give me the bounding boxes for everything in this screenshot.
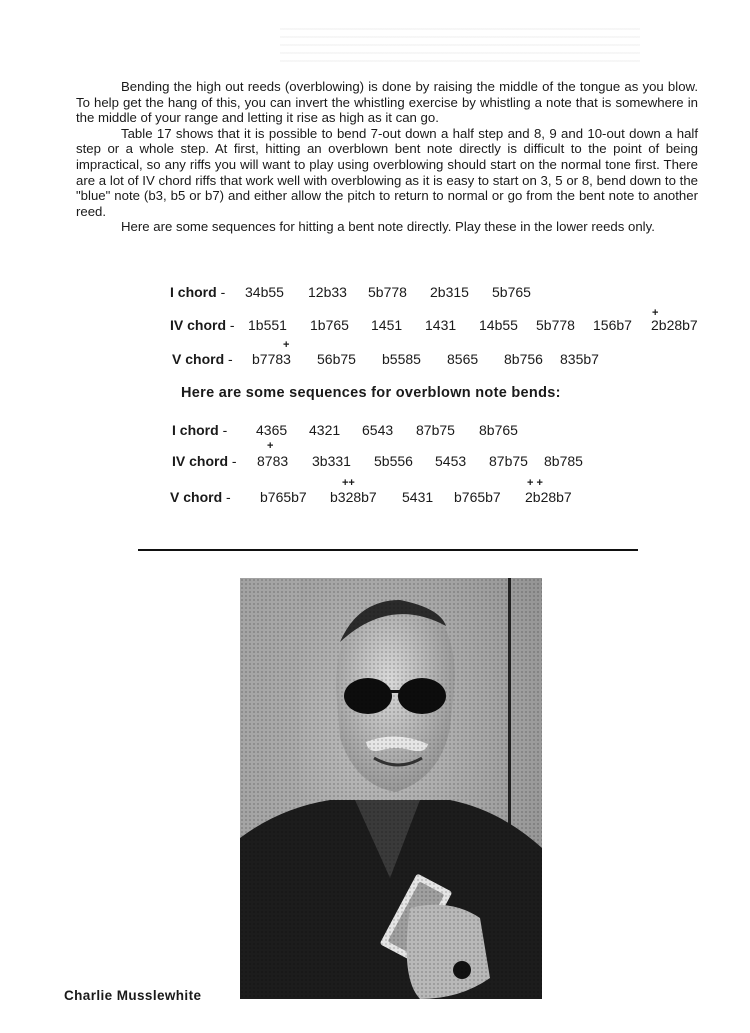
sequence: b765b7 xyxy=(454,489,501,505)
sequence: 6543 xyxy=(362,422,394,438)
overblow-mark: + xyxy=(267,440,274,452)
sequence: 5b765 xyxy=(492,284,531,300)
sequence: 34b55 xyxy=(245,284,284,300)
paragraph-overblowing: Bending the high out reeds (overblowing) is done by raising the middle of the tongue as you blow. To help get the hang of this, you can invert the whistling exercise by whistling a note that is somewhere in the middle of your range and letting it rise as high as it can go. xyxy=(76,79,698,126)
sequence: b5585 xyxy=(382,351,421,367)
overblow-mark: + xyxy=(283,339,290,351)
overblow-mark: ++ xyxy=(342,477,355,489)
chord-label: V chord xyxy=(172,351,225,367)
chord-dash: - xyxy=(226,489,231,505)
chord-label: IV chord xyxy=(170,317,227,333)
sequence: 1431 xyxy=(425,317,457,333)
chord-label: I chord xyxy=(170,284,217,300)
sequence: b7783 xyxy=(252,351,291,367)
bleed-through-text xyxy=(280,28,640,68)
horizontal-rule xyxy=(138,549,638,551)
sequence: 4365 xyxy=(256,422,288,438)
sequence: 2b28b7 xyxy=(525,489,572,505)
sequence: 1b765 xyxy=(310,317,349,333)
photo-caption: Charlie Musslewhite xyxy=(64,988,202,1003)
sequence: 8b765 xyxy=(479,422,518,438)
overblown-heading: Here are some sequences for overblown note bends: xyxy=(181,385,561,401)
sequence: 5431 xyxy=(402,489,434,505)
sequence: 1b551 xyxy=(248,317,287,333)
chord-dash: - xyxy=(222,422,228,438)
sequence: 5b778 xyxy=(536,317,575,333)
sequence: 12b33 xyxy=(308,284,347,300)
sequence: 2b28b7 xyxy=(651,317,698,333)
body-text xyxy=(76,79,698,235)
chord-dash: - xyxy=(220,284,226,300)
chord-dash: - xyxy=(229,317,235,333)
portrait-photo xyxy=(240,578,542,999)
chord-dash: - xyxy=(228,351,233,367)
sequence: 5b778 xyxy=(368,284,407,300)
sequence: 2b315 xyxy=(430,284,469,300)
sequence: 87b75 xyxy=(489,453,528,469)
overblow-mark: + xyxy=(652,307,659,319)
sequence: 835b7 xyxy=(560,351,599,367)
sequence: b328b7 xyxy=(330,489,377,505)
sequence: 156b7 xyxy=(593,317,632,333)
paragraph-sequences-intro: Here are some sequences for hitting a bent note directly. Play these in the lower reeds only. xyxy=(121,219,655,235)
paragraph-table-17: Table 17 shows that it is possible to bend 7-out down a half step and 8, 9 and 10-out down a half step or a whole step. At first, hitting an overblown bent note directly is difficult to the point of being impractical, so any riffs you will want to play using overblowing should start on the normal tone first. There are a lot of IV chord riffs that work well with overblowing as it is easy to start on 3, 5 or 8, bend down to the "blue" note (b3, b5 or b7) and either allow the pitch to return to normal or go from the bent note to another reed. xyxy=(76,125,698,219)
sequence: 3b331 xyxy=(312,453,351,469)
sequence: 1451 xyxy=(371,317,403,333)
sequence: 14b55 xyxy=(479,317,518,333)
overblow-mark: + + xyxy=(527,477,543,489)
sequence: 8b756 xyxy=(504,351,543,367)
sequence: 5453 xyxy=(435,453,467,469)
sequence: 4321 xyxy=(309,422,341,438)
sequence: 87b75 xyxy=(416,422,455,438)
sequence: 56b75 xyxy=(317,351,356,367)
chord-label: V chord xyxy=(170,489,223,505)
chord-label: I chord xyxy=(172,422,219,438)
sequence: 5b556 xyxy=(374,453,413,469)
sequence: 8b785 xyxy=(544,453,583,469)
sequence: 8565 xyxy=(447,351,479,367)
sequence: b765b7 xyxy=(260,489,307,505)
chord-label: IV chord xyxy=(172,453,229,469)
sequence: 8783 xyxy=(257,453,289,469)
chord-dash: - xyxy=(231,453,237,469)
